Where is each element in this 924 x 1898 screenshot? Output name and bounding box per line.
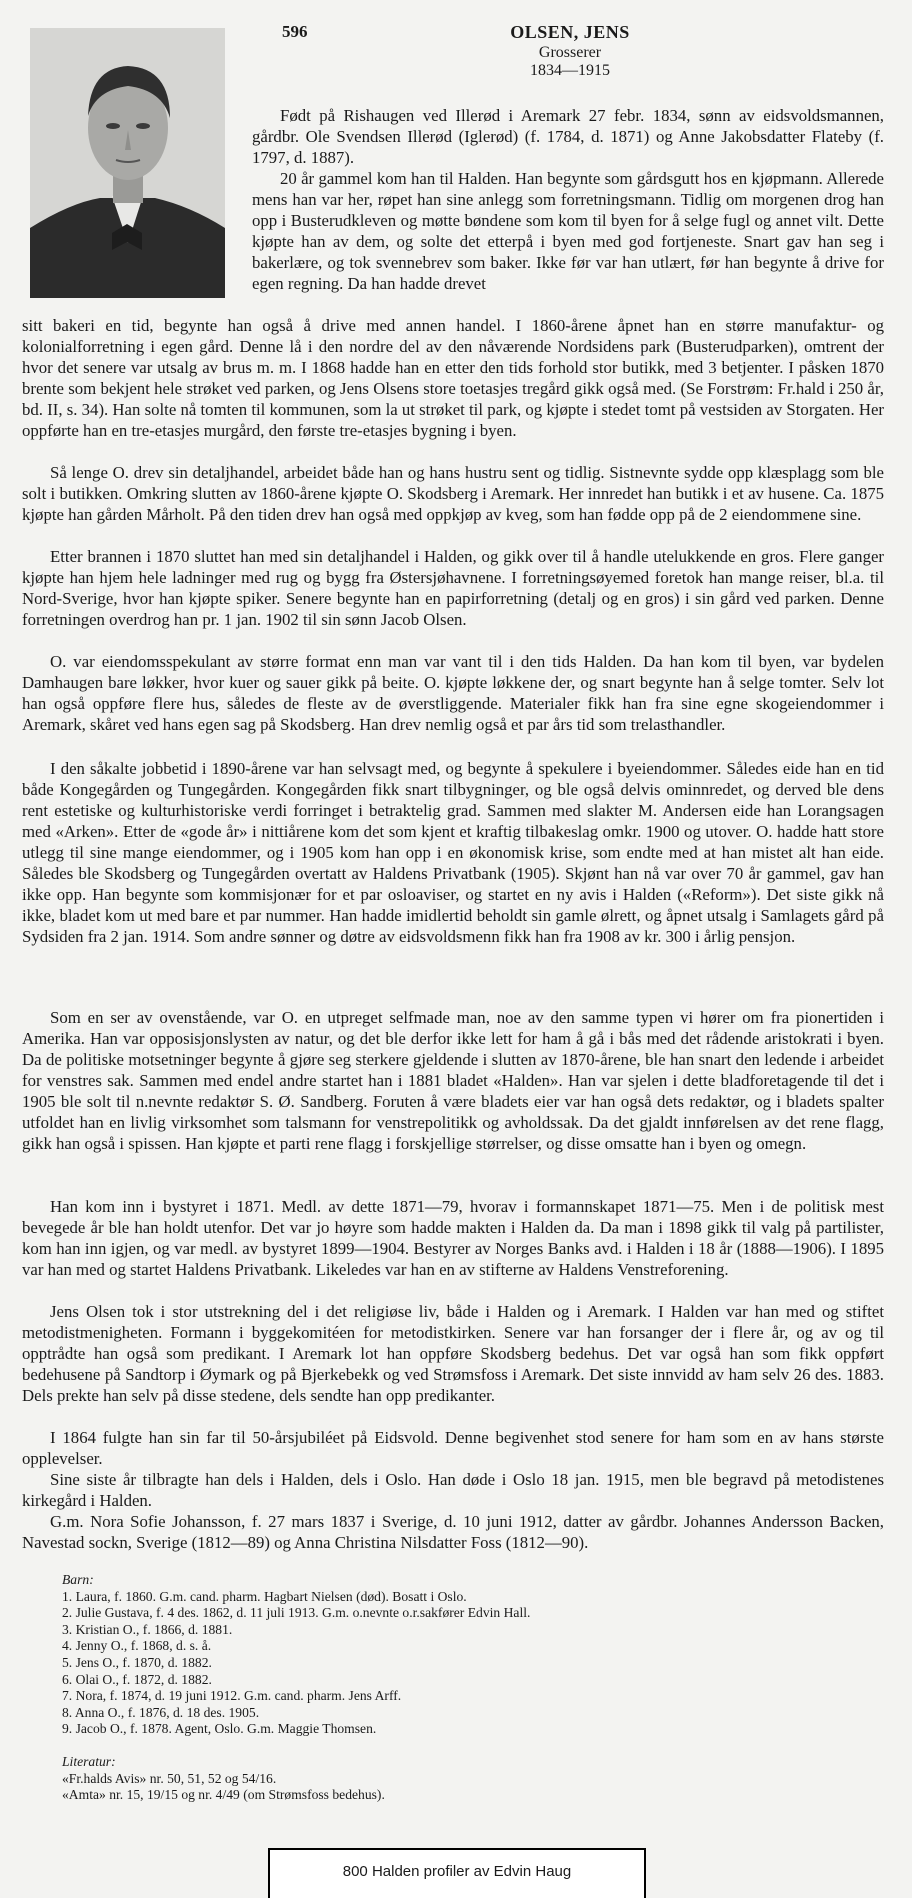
- paragraph-birth: Født på Rishaugen ved Illerød i Aremark 27 febr. 1834, sønn av eidsvoldsmannen, gårdbr. Ole Svendsen Illerød (Iglerød) (f. 1784, d. 1871) og Anne Jakobsdatter Flateby (f. 1797, d. 1887).: [252, 106, 884, 167]
- list-item: 5. Jens O., f. 1870, d. 1882.: [62, 1654, 212, 1670]
- list-item: «Amta» nr. 15, 19/15 og nr. 4/49 (om Strømsfoss bedehus).: [62, 1787, 385, 1803]
- paragraph-wholesale: Etter brannen i 1870 sluttet han med sin detaljhandel i Halden, og gikk over til å handle utelukkende en gros. Flere ganger kjøpte han hjem hele ladninger med rug og bygg fra Østersjøhavnene. I forretningsøyemed foretok han mange reiser, bl.a. til Nord-Sverige, hvor han kjøpte spiker. Senere begynte han en papirforretning (detalj og en gros) i sin gård ved parken. Denne forretningen overdrog han pr. 1 jan. 1902 til sin sønn Jacob Olsen.: [22, 547, 884, 629]
- list-item: 8. Anna O., f. 1876, d. 18 des. 1905.: [62, 1704, 260, 1720]
- list-item: 9. Jacob O., f. 1878. Agent, Oslo. G.m. Maggie Thomsen.: [62, 1721, 377, 1737]
- paragraph-city-council: Han kom inn i bystyret i 1871. Medl. av dette 1871—79, hvorav i formannskapet 1871—75. Men i de politisk mest bevegede år ble han holdt utenfor. Det var jo høyre som hadde makten i Halden da. Da man i 1898 gikk til valg på partilister, kom han inn igjen, og var medl. av bystyret 1899—1904. Bestyrer av Norges Banks avd. i Halden i 18 år (1888—1906). I 1895 var han med og startet Haldens Privatbank. Likeledes var han en av stifterne av Haldens Venstreforening.: [22, 1197, 884, 1279]
- person-name: OLSEN, JENS: [510, 22, 630, 42]
- literature-list: [62, 1754, 882, 1804]
- children-header: Barn:: [62, 1572, 94, 1587]
- life-years: 1834—1915: [530, 62, 610, 79]
- list-item: 7. Nora, f. 1874, d. 19 juni 1912. G.m. cand. pharm. Jens Arff.: [62, 1688, 402, 1704]
- paragraph-early-life-cont: sitt bakeri en tid, begynte han også å drive med annen handel. I 1860-årene åpnet han en større manufaktur- og kolonialforretning i egen gård. Denne lå i den nordre del av den nåværende Nordsidens park (Busterudparken), omtrent der hvor det senere var utsalg av brus m. m. I 1868 hadde han en etter den tids forhold stor butikk, med 3 betjenter. I påsken 1870 brente som bekjent hele strøket ved parken, og Jens Olsens store toetasjes tregård gikk også med. (Se Forstrøm: Fr.hald i 250 år, bd. II, s. 34). Han solte nå tomten til kommunen, som la ut strøket til park, og kjøpte i stedet tomt på vestsiden av Storgaten. Her oppførte han en tre-etasjes murgård, den første tre-etasjes bygning i byen.: [22, 316, 884, 440]
- list-item: 2. Julie Gustava, f. 4 des. 1862, d. 11 juli 1913. G.m. o.nevnte o.r.sakfører Edvin Hall.: [62, 1605, 531, 1621]
- paragraph-eidsvold: I 1864 fulgte han sin far til 50-årsjubiléet på Eidsvold. Denne begivenhet stod senere for ham som en av hans største opplevelser.: [22, 1428, 884, 1468]
- list-item: 1. Laura, f. 1860. G.m. cand. pharm. Hagbart Nielsen (død). Bosatt i Oslo.: [62, 1588, 467, 1604]
- children-list: [62, 1572, 882, 1738]
- list-item: «Fr.halds Avis» nr. 50, 51, 52 og 54/16.: [62, 1770, 277, 1786]
- paragraph-jobbetid: I den såkalte jobbetid i 1890-årene var han selvsagt med, og begynte å spekulere i byeiendommer. Således eide han en tid både Kongegården og Tungegården. Kongegården fikk snart tilbygninger, og ble også delvis ominnredet, og derved ble dens rent estetiske og kulturhistoriske verdi forringet i betraktelig grad. Sammen med slakter M. Andersen eide han Lorangsagen med «Arken». Etter de «gode år» i nittiårene kom det som kjent et kraftig tilbakeslag omkr. 1900 og utover. O. hadde hatt store utlegg til sine mange eiendommer, og i 1905 kom han opp i en økonomisk krise, som endte med at han mistet alt han eide. Således ble Skodsberg og Tungegården overtatt av Haldens Privatbank (1905). Skjønt han nå var over 70 år gammel, gav han ikke opp. Han begynte som kommisjonær for et par osloaviser, og startet en ny avis i Halden («Reform»). Det siste gikk nå ikke, bladet kom ut med bare et par nummer. Han hadde imidlertid beholdt sin gamle ølrett, og åpnet utsalg i Samlagets gård på Sydsiden fra 2 jan. 1914. Som andre sønner og døtre av eidsvoldsmenn fikk han fra 1908 av kr. 300 i årlig pensjon.: [22, 759, 884, 946]
- paragraph-property-speculation: O. var eiendomsspekulant av større format enn man var vant til i den tids Halden. Da han kom til byen, var bydelen Damhaugen bare løkker, hvor kuer og sauer gikk på beite. O. kjøpte løkkene der, og snart begynte han å selge tomter. Selv lot han også oppføre flere hus, således de fleste av de øverstliggende. Materialer fikk han fra sine egne skogeiendommer i Aremark, skåret ved hans egen sag på Skodsberg. Han drev nemlig også et par års tid som trelasthandler.: [22, 652, 884, 734]
- paragraph-early-life: 20 år gammel kom han til Halden. Han begynte som gårdsgutt hos en kjøpmann. Allerede mens han var her, røpet han sine anlegg som forretningsmann. Tidlig om morgenen drog han opp i Busterudkleven og møtte bøndene som kom til byen for å selge fugl og annet vilt. Dette kjøpte han av dem, og solte det etterpå i byen med god fortjeneste. Snart gav han seg i bakerlære, og tok svennebrev som baker. Ikke før var han utlært, før han begynte å drive for egen regning. Da han hadde drevet: [252, 169, 884, 293]
- paragraph-death: Sine siste år tilbragte han dels i Halden, dels i Oslo. Han døde i Oslo 18 jan. 1915, men ble begravd på metodistenes kirkegård i Halden.: [22, 1470, 884, 1510]
- occupation: Grosserer: [538, 44, 602, 61]
- paragraph-detail-trade: Så lenge O. drev sin detaljhandel, arbeidet både han og hans hustru sent og tidlig. Sistnevnte sydde opp klæsplagg som ble solt i butikken. Omkring slutten av 1860-årene kjøpte O. Skodsberg i Aremark. Her innredet han butikk i et av husene. Ca. 1875 kjøpte han gården Mårholt. På den tiden drev han også med oppkjøp av kveg, som han fødde opp på de 2 eiendommene sine.: [22, 463, 884, 524]
- literature-header: Literatur:: [62, 1754, 116, 1769]
- footer-caption: 800 Halden profiler av Edvin Haug: [268, 1848, 646, 1898]
- list-item: 4. Jenny O., f. 1868, d. s. å.: [62, 1638, 212, 1654]
- paragraph-religion: Jens Olsen tok i stor utstrekning del i det religiøse liv, både i Halden og i Aremark. I Halden var han med og stiftet metodistmenigheten. Formann i byggekomitéen for metodistkirken. Senere var han forsanger der i flere år, og av og til opptrådte han også som predikant. I Aremark lot han oppføre Skodsberg bedehus. Det var også han som fikk oppført bedehusene på Sandtorp i Øymark og på Bjerkebekk og ved Strømsfoss i Aremark. Det siste innvidd av ham selv 26 des. 1883. Dels prekte han selv på disse stedene, dels sendte han opp predikanter.: [22, 1302, 884, 1405]
- list-item: 6. Olai O., f. 1872, d. 1882.: [62, 1671, 212, 1687]
- portrait-photo: [30, 28, 225, 298]
- paragraph-politics: Som en ser av ovenstående, var O. en utpreget selfmade man, noe av den samme typen vi hører om fra pionertiden i Amerika. Han var opposisjonslysten av natur, og det ble derfor ikke lett for ham å gå i bås med det rådende aristokrati i byen. Da de politiske motsetninger begynte å gjøre seg sterkere gjeldende i slutten av 1870-årene, ble han snart den ledende i arbeidet for venstres sak. Sammen med endel andre startet han i 1881 bladet «Halden». Han var sjelen i dette bladforetagende til det i 1905 ble solt til n.nevnte redaktør S. Ø. Sandberg. Foruten å være bladets eier var han også dets redaktør, og i bladets spalter utfoldet han en livlig virksomhet som talsmann for venstrepolitikk og avholdssak. Da det gjaldt innførelsen av det rene flagg, gikk han også i spissen. Han kjøpte et parti rene flagg i forskjellige størrelser, og disse omsatte han i byen og omegn.: [22, 1008, 884, 1153]
- entry-header: [470, 22, 670, 80]
- paragraph-marriage: G.m. Nora Sofie Johansson, f. 27 mars 1837 i Sverige, d. 10 juni 1912, datter av gårdbr. Johannes Andersson Backen, Navestad sockn, Sverige (1812—89) og Anna Christina Nilsdatter Foss (1812—90).: [22, 1512, 884, 1552]
- list-item: 3. Kristian O., f. 1866, d. 1881.: [62, 1621, 233, 1637]
- page-number: 596: [282, 22, 308, 41]
